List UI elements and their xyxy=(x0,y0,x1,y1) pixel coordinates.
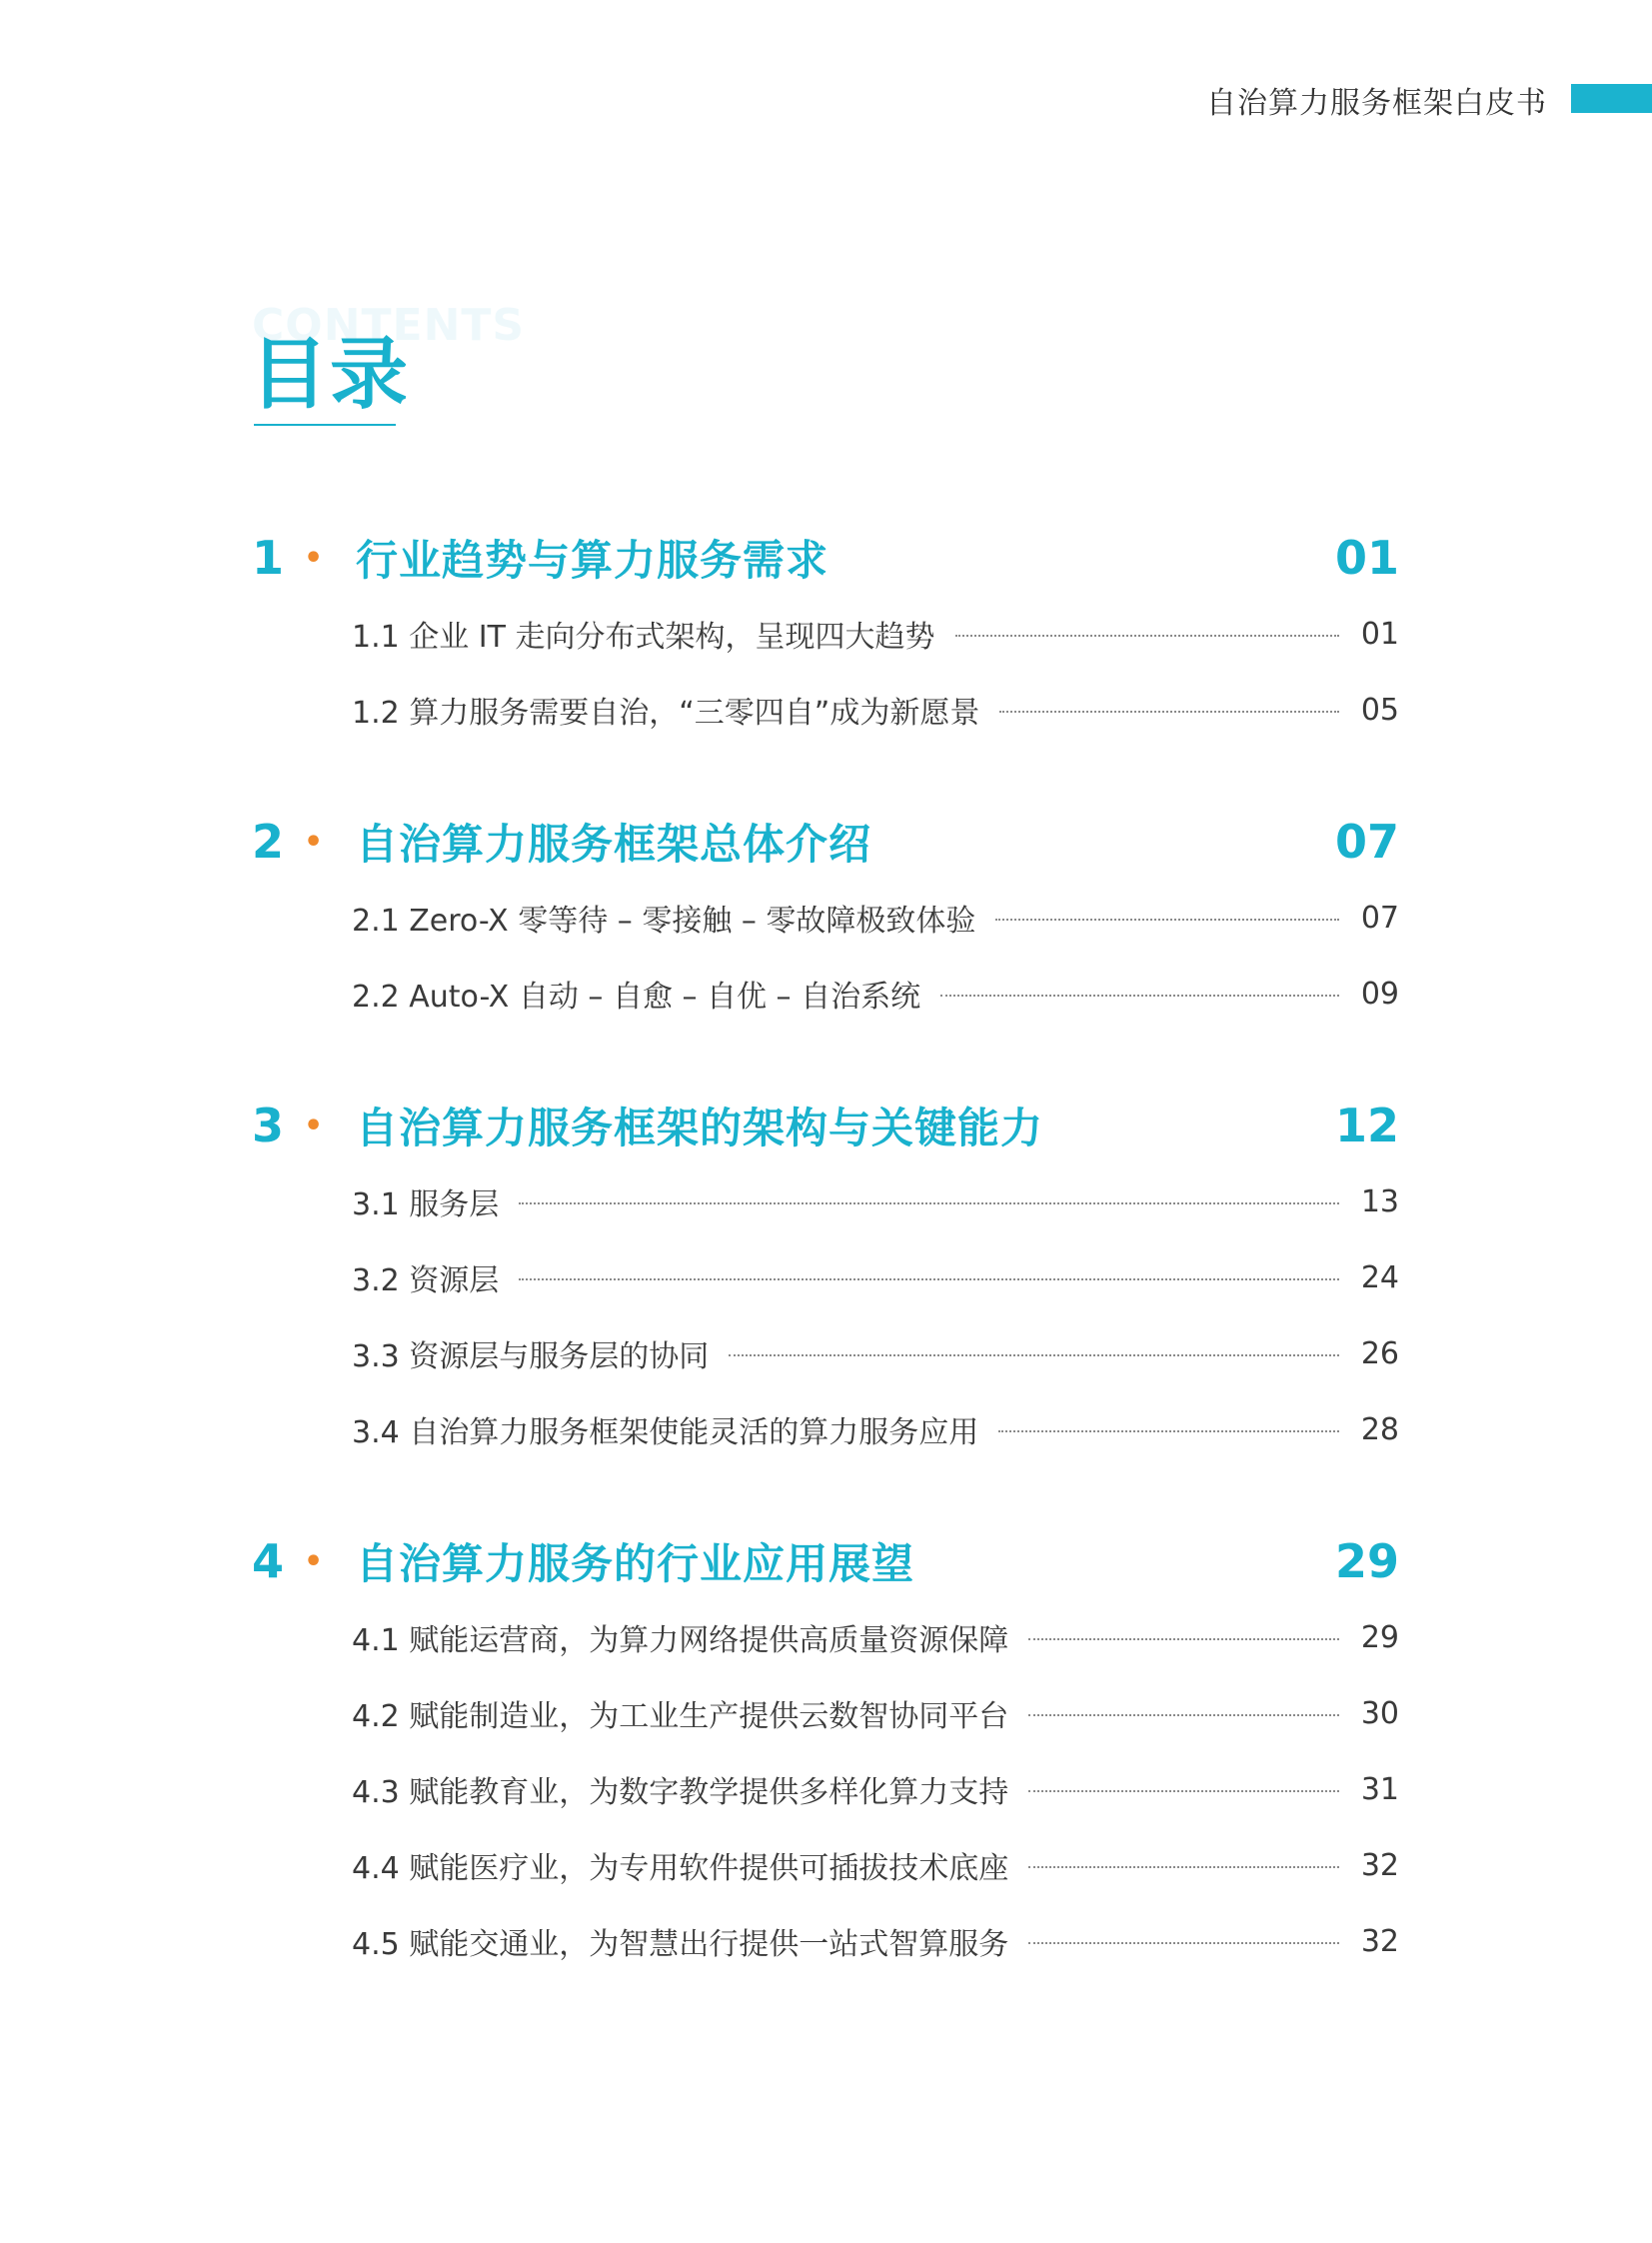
section-page: 24 xyxy=(1360,1259,1399,1295)
toc-title-underline xyxy=(254,424,396,426)
dot-leader xyxy=(729,1354,1339,1356)
section-label: 4.4 赋能医疗业，为专用软件提供可插拔技术底座 xyxy=(352,1851,1009,1886)
section-page: 26 xyxy=(1360,1335,1399,1371)
chapter-gap xyxy=(252,748,1399,804)
toc-section-4-4[interactable] xyxy=(252,1827,1399,1903)
section-label: 3.2 资源层 xyxy=(352,1263,500,1298)
chapter-title: 行业趋势与算力服务需求 xyxy=(356,536,829,585)
toc-chapter-2[interactable] xyxy=(252,804,1399,880)
dot-leader xyxy=(519,1202,1339,1204)
header-accent-bar xyxy=(1571,84,1652,113)
section-label: 4.1 赋能运营商，为算力网络提供高质量资源保障 xyxy=(352,1623,1009,1658)
dot-leader xyxy=(519,1278,1339,1280)
chapter-page: 01 xyxy=(1334,531,1399,585)
toc-section-3-4[interactable] xyxy=(252,1391,1399,1467)
section-label: 1.1 企业 IT 走向分布式架构，呈现四大趋势 xyxy=(352,620,935,655)
section-page: 32 xyxy=(1360,1923,1399,1959)
dot-leader xyxy=(1028,1866,1339,1868)
toc-chapter-3[interactable] xyxy=(252,1088,1399,1163)
toc-section-2-2[interactable] xyxy=(252,956,1399,1032)
chapter-number: 3 xyxy=(252,1099,285,1152)
table-of-contents xyxy=(252,520,1399,1979)
document-title: 自治算力服务框架白皮书 xyxy=(1206,86,1547,121)
section-page: 29 xyxy=(1360,1619,1399,1655)
section-page: 07 xyxy=(1360,900,1399,936)
section-label: 4.3 赋能教育业，为数字教学提供多样化算力支持 xyxy=(352,1775,1009,1810)
section-page: 13 xyxy=(1360,1183,1399,1219)
section-page: 31 xyxy=(1360,1771,1399,1807)
toc-section-1-1[interactable] xyxy=(252,596,1399,672)
toc-section-4-1[interactable] xyxy=(252,1599,1399,1675)
running-header xyxy=(1206,78,1547,122)
bullet-dot-icon: • xyxy=(304,824,324,860)
dot-leader xyxy=(1028,1714,1339,1716)
chapter-gap xyxy=(252,1467,1399,1523)
toc-section-3-2[interactable] xyxy=(252,1239,1399,1315)
toc-watermark: CONTENTS xyxy=(252,300,526,351)
toc-section-1-2[interactable] xyxy=(252,672,1399,748)
dot-leader xyxy=(998,1430,1339,1432)
dot-leader xyxy=(940,995,1339,997)
section-label: 3.1 服务层 xyxy=(352,1187,500,1222)
chapter-page: 12 xyxy=(1334,1099,1399,1152)
chapter-number: 4 xyxy=(252,1534,285,1588)
section-page: 05 xyxy=(1360,692,1399,728)
section-page: 01 xyxy=(1360,616,1399,652)
section-label: 2.1 Zero-X 零等待 – 零接触 – 零故障极致体验 xyxy=(352,904,976,939)
toc-chapter-4[interactable] xyxy=(252,1523,1399,1599)
dot-leader xyxy=(1028,1638,1339,1640)
chapter-gap xyxy=(252,1032,1399,1088)
bullet-dot-icon: • xyxy=(304,1108,324,1143)
toc-chapter-1[interactable] xyxy=(252,520,1399,596)
toc-section-2-1[interactable] xyxy=(252,880,1399,956)
dot-leader xyxy=(995,919,1339,921)
section-label: 2.2 Auto-X 自动 – 自愈 – 自优 – 自治系统 xyxy=(352,980,921,1015)
bullet-dot-icon: • xyxy=(304,540,324,576)
section-label: 3.3 资源层与服务层的协同 xyxy=(352,1339,710,1374)
chapter-title: 自治算力服务框架的架构与关键能力 xyxy=(356,1104,1044,1152)
toc-section-4-3[interactable] xyxy=(252,1751,1399,1827)
bullet-dot-icon: • xyxy=(304,1543,324,1579)
toc-section-4-5[interactable] xyxy=(252,1903,1399,1979)
dot-leader xyxy=(1028,1790,1339,1792)
toc-title: 目录 xyxy=(250,330,411,420)
section-label: 4.5 赋能交通业，为智慧出行提供一站式智算服务 xyxy=(352,1927,1009,1962)
toc-section-4-2[interactable] xyxy=(252,1675,1399,1751)
toc-section-3-3[interactable] xyxy=(252,1315,1399,1391)
chapter-page: 07 xyxy=(1334,815,1399,869)
section-label: 4.2 赋能制造业，为工业生产提供云数智协同平台 xyxy=(352,1699,1009,1734)
section-page: 09 xyxy=(1360,976,1399,1012)
section-page: 32 xyxy=(1360,1847,1399,1883)
chapter-title: 自治算力服务的行业应用展望 xyxy=(356,1539,915,1588)
chapter-page: 29 xyxy=(1334,1534,1399,1588)
chapter-number: 2 xyxy=(252,815,285,869)
section-page: 30 xyxy=(1360,1695,1399,1731)
dot-leader xyxy=(999,711,1339,713)
section-page: 28 xyxy=(1360,1411,1399,1447)
section-label: 1.2 算力服务需要自治，“三零四自”成为新愿景 xyxy=(352,696,980,731)
dot-leader xyxy=(955,635,1340,637)
section-label: 3.4 自治算力服务框架使能灵活的算力服务应用 xyxy=(352,1415,979,1450)
toc-section-3-1[interactable] xyxy=(252,1163,1399,1239)
dot-leader xyxy=(1028,1942,1339,1944)
chapter-title: 自治算力服务框架总体介绍 xyxy=(356,820,872,869)
chapter-number: 1 xyxy=(252,531,285,585)
